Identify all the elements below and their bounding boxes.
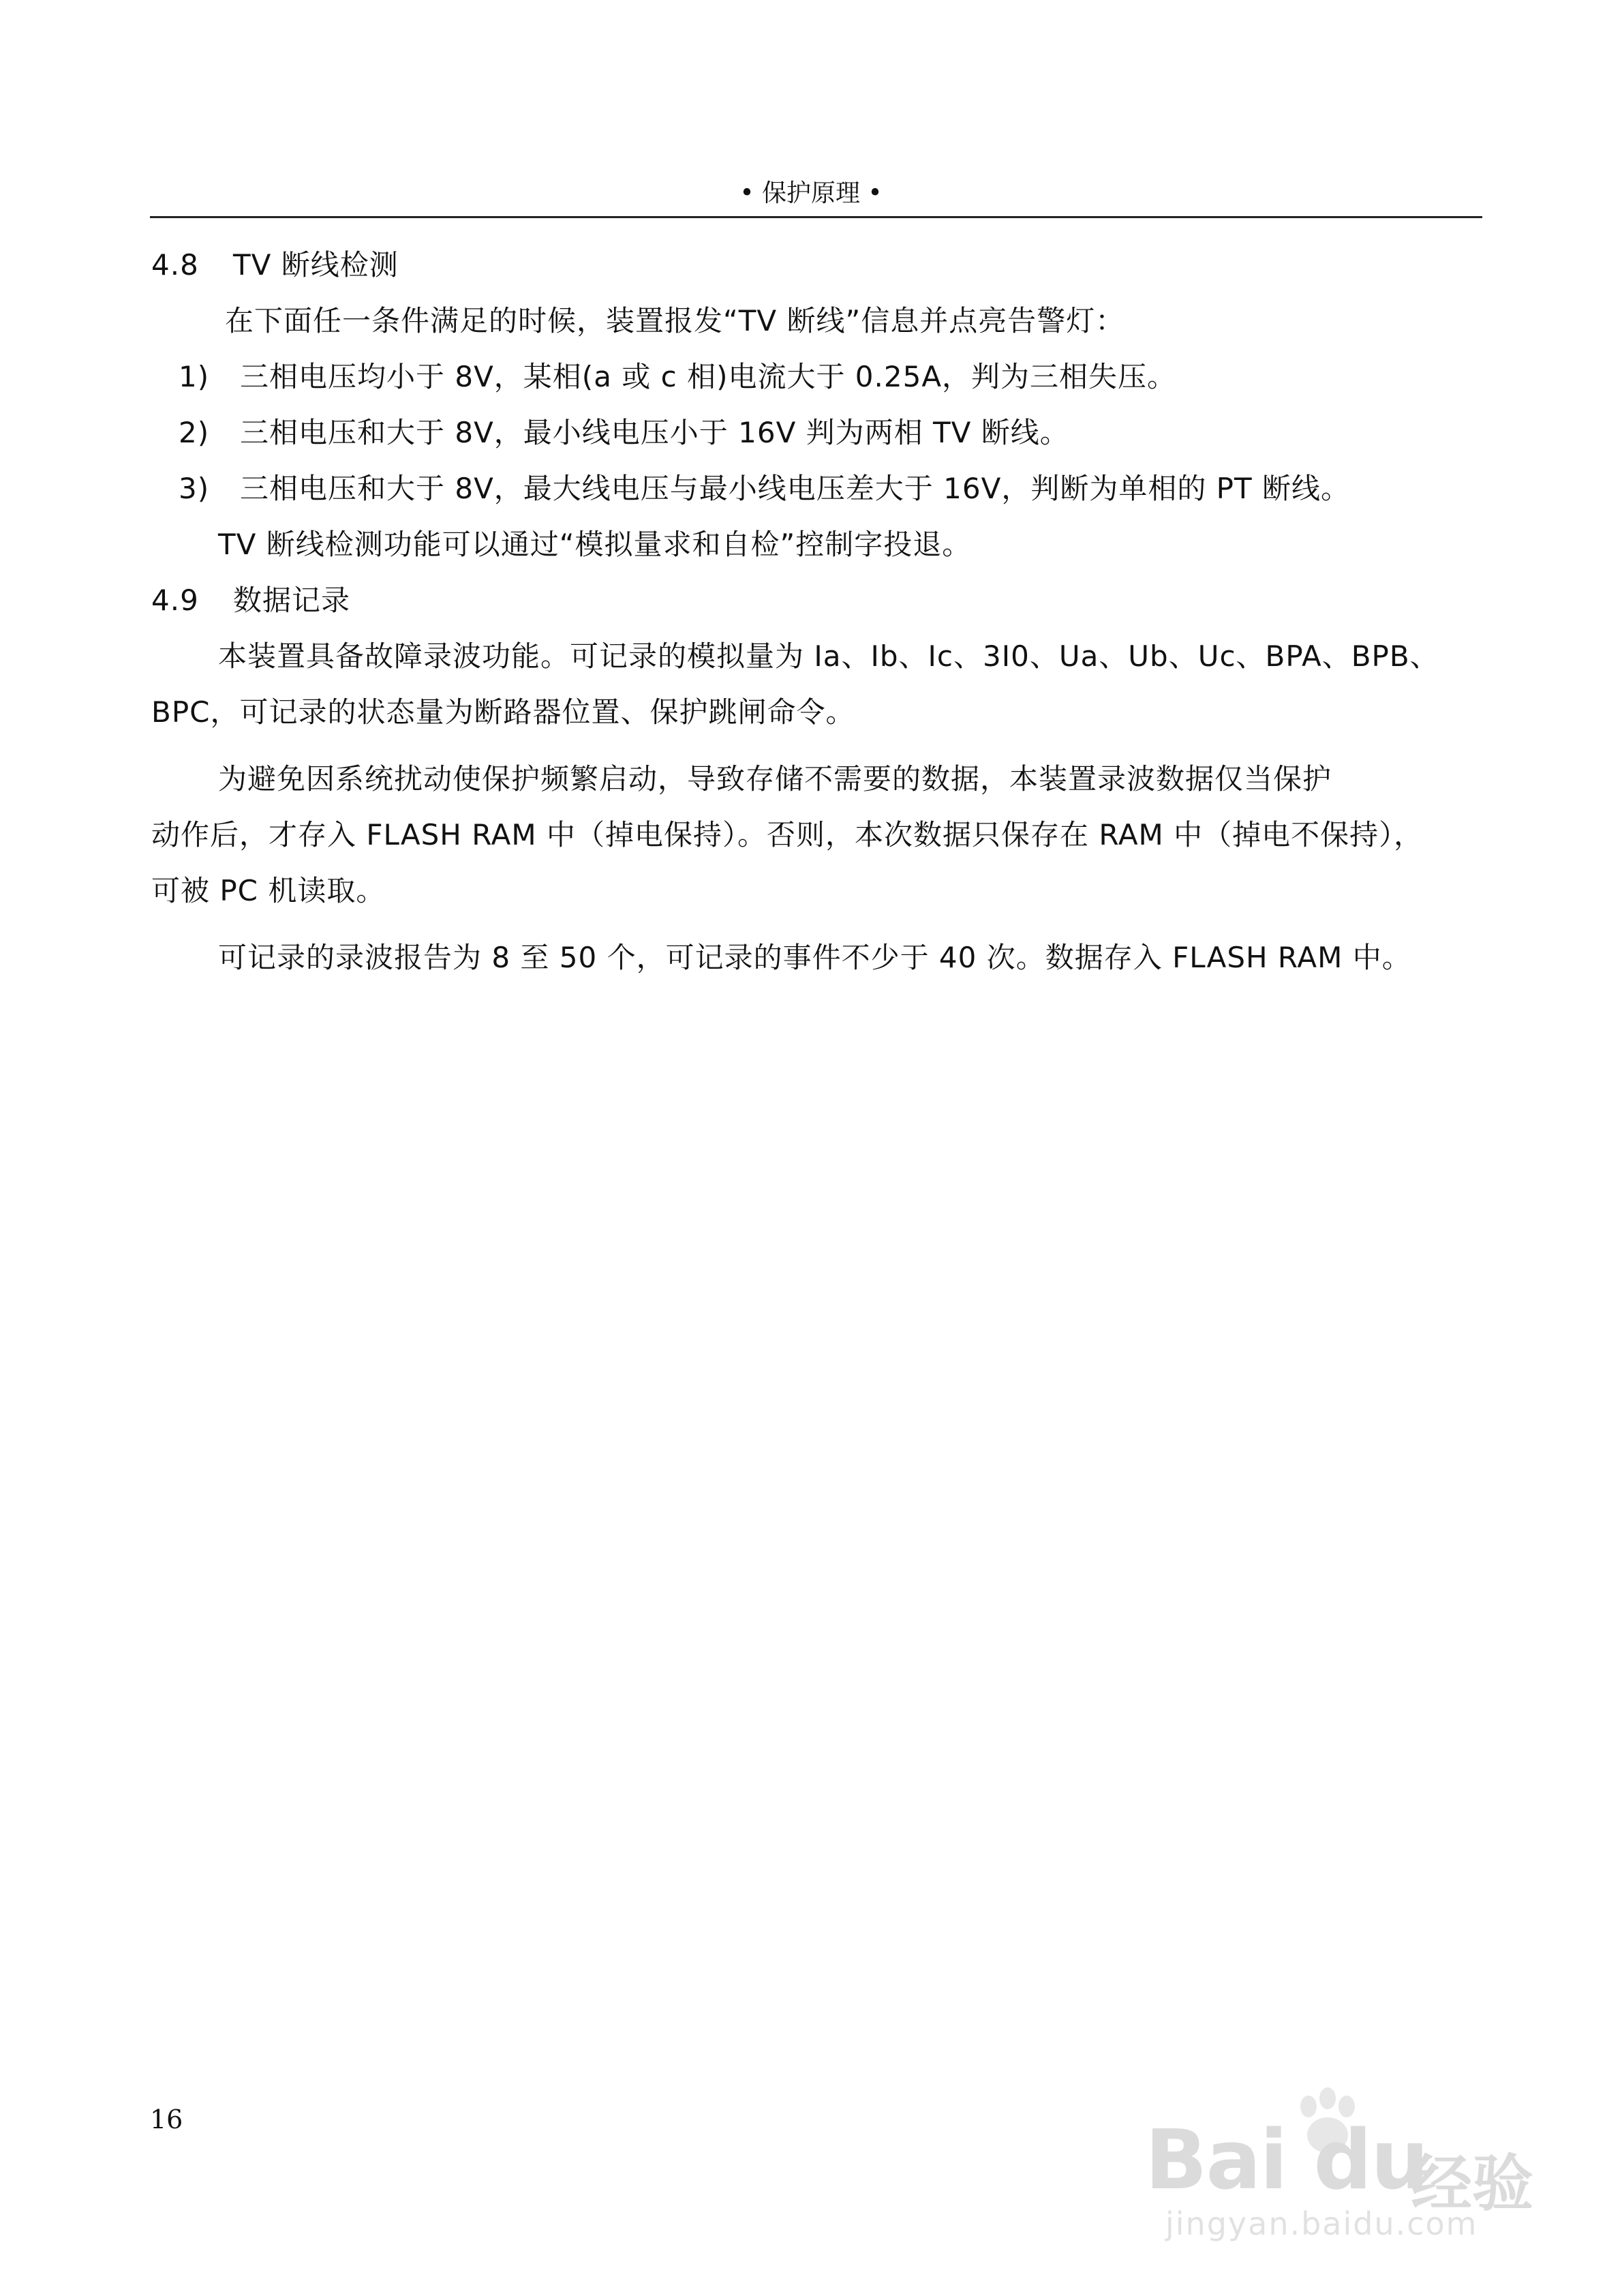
header-rule [150,216,1482,218]
section-number: 4.9 [151,584,199,617]
page-number: 16 [150,2104,183,2134]
list-item-number: 3) [179,472,210,505]
paragraph-intro: 在下面任一条件满足的时候，装置报发“TV 断线”信息并点亮告警灯： [225,304,1125,337]
list-item [151,469,1480,509]
list-item-text: 三相电压和大于 8V，最大线电压与最小线电压差大于 16V，判断为单相的 PT 断线。 [240,472,1351,505]
page-header-title: • 保护原理 • [739,179,883,207]
section-heading-4-8 [151,245,1480,285]
paragraph-line: 为避免因系统扰动使保护频繁启动，导致存储不需要的数据，本装置录波数据仅当保护 [218,762,1332,796]
page-content [151,245,1480,978]
section-number: 4.8 [151,248,199,282]
watermark-url: jingyan.baidu.com [1165,2205,1478,2242]
paragraph-note: TV 断线检测功能可以通过“模拟量求和自检”控制字投退。 [218,528,972,561]
paragraph-line: 可记录的录波报告为 8 至 50 个，可记录的事件不少于 40 次。数据存入 FLASH RAM 中。 [218,941,1411,974]
list-item-text: 三相电压和大于 8V，最小线电压小于 16V 判为两相 TV 断线。 [240,416,1069,449]
baidu-jingyan-watermark [1145,2086,1554,2242]
list-item [151,357,1480,397]
list-item-number: 2) [179,416,210,449]
paragraph-line: 本装置具备故障录波功能。可记录的模拟量为 Ia、Ib、Ic、3I0、Ua、Ub、Uc、BPA、BPB、 [218,639,1439,673]
paragraph-line: 可被 PC 机读取。 [151,874,386,907]
section-title: 数据记录 [233,584,351,617]
section-heading-4-9 [151,581,1480,620]
list-item-text: 三相电压均小于 8V，某相(a 或 c 相)电流大于 0.25A，判为三相失压。 [240,360,1177,393]
paragraph-line: 动作后，才存入 FLASH RAM 中（掉电保持）。否则，本次数据只保存在 RAM 中（掉电不保持）， [151,818,1424,851]
paragraph-line: BPC，可记录的状态量为断路器位置、保护跳闸命令。 [151,695,855,729]
list-item-number: 1) [179,360,210,393]
watermark-suffix: 经验 [1411,2148,1533,2220]
watermark-logo: Bai du [1145,2113,1428,2208]
section-title: TV 断线检测 [233,248,399,282]
list-item [151,413,1480,453]
